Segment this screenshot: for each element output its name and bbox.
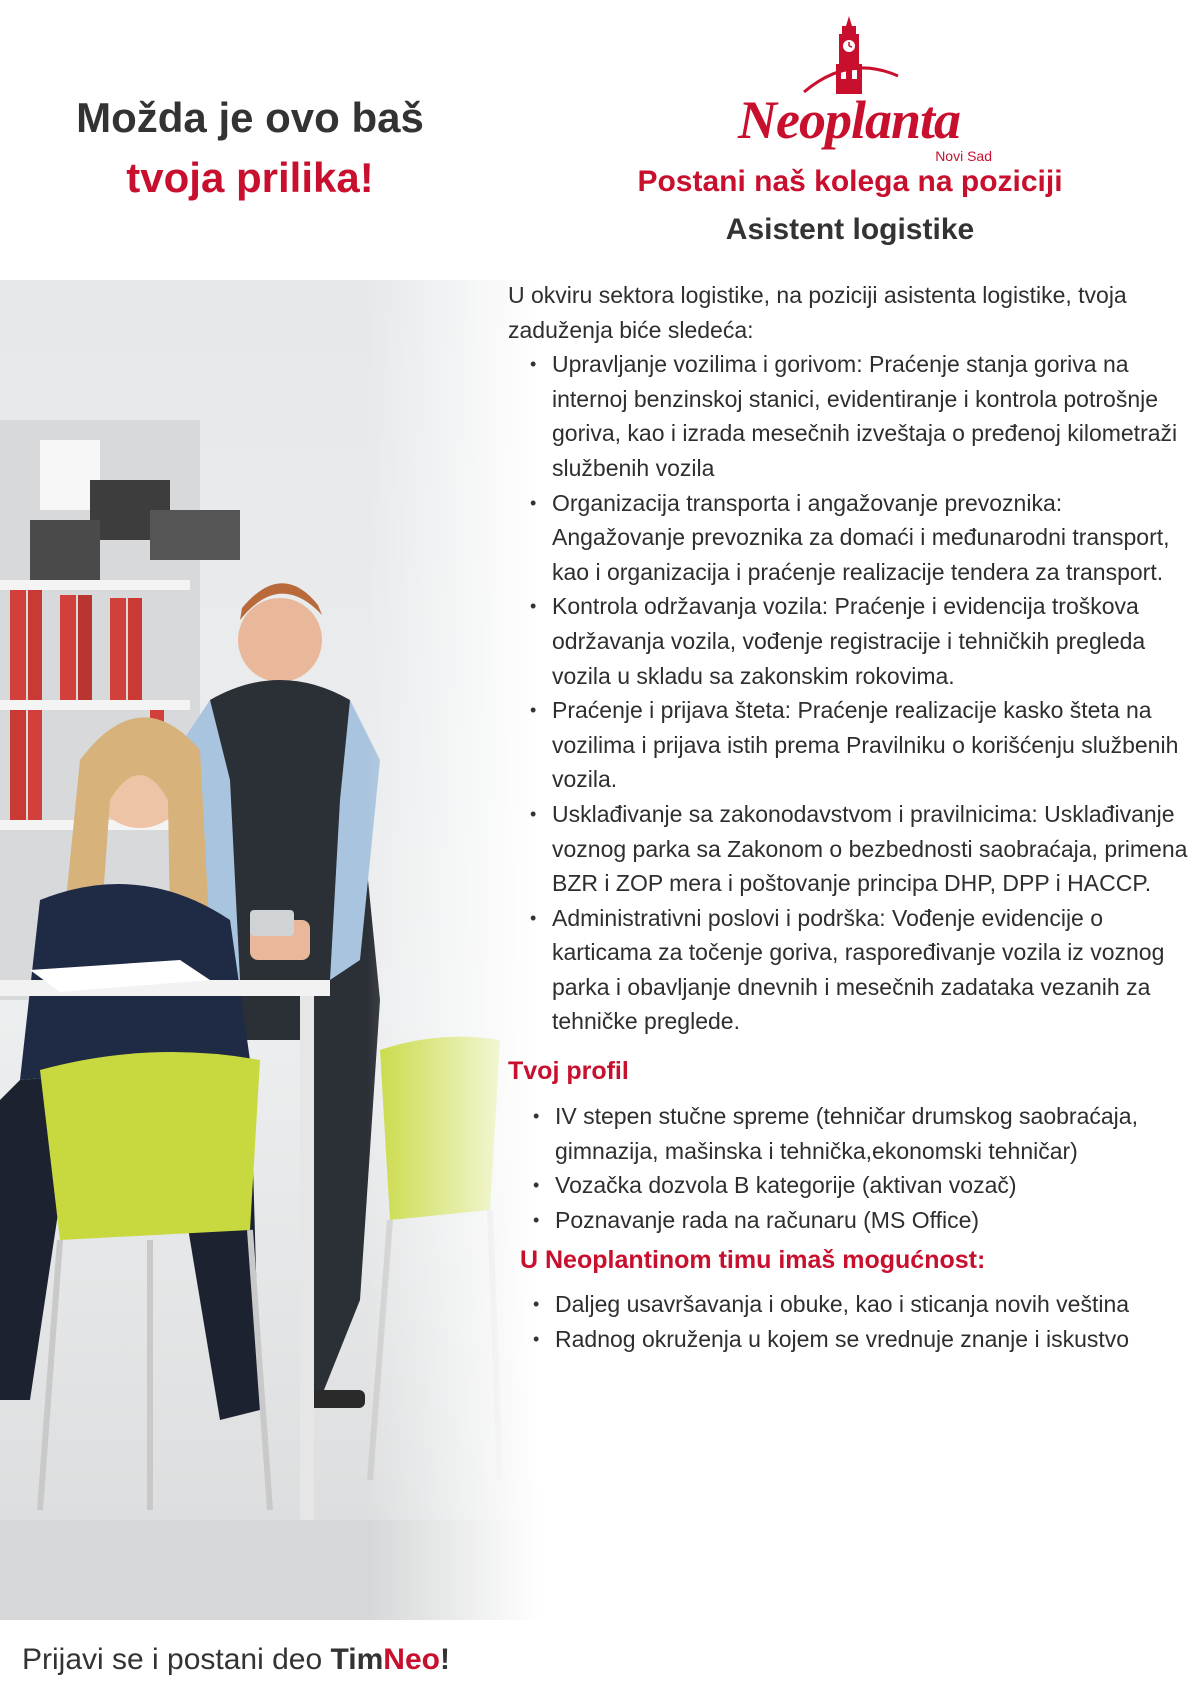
clock-tower-icon <box>794 14 904 96</box>
list-item: • IV stepen stučne spreme (tehničar drumskog saobraćaja, gimnazija, mašinska i tehnička,ekonomski tehničar) <box>555 1099 1198 1168</box>
office-scene-illustration <box>0 280 540 1620</box>
headline-line-1: Možda je ovo baš <box>76 94 424 141</box>
team-list <box>508 1287 1198 1356</box>
footer-cta <box>22 1640 450 1680</box>
profile-list <box>508 1099 1198 1237</box>
team-heading: U Neoplantinom timu imaš mogućnost: <box>520 1246 986 1275</box>
headline <box>0 88 500 208</box>
list-item: • Poznavanje rada na računaru (MS Office) <box>555 1203 1198 1238</box>
logo-city: Novi Sad <box>935 148 992 164</box>
list-item: • Usklađivanje sa zakonodavstvom i pravilnicima: Usklađivanje voznog parka sa Zakonom o bezbednosti saobraćaja, primena BZR i ZOP mera i poštovanje principa DHP, DPP i HACCP. <box>552 797 1198 901</box>
list-item: • Praćenje i prijava šteta: Praćenje realizacije kasko šteta na vozilima i prijava istih prema Pravilniku o korišćenju službenih vozila. <box>552 693 1198 797</box>
headline-line-2: tvoja prilika! <box>126 154 374 201</box>
list-item: • Administrativni poslovi i podrška: Vođenje evidencije o karticama za točenje goriva, raspoređivanje vozila iz voznog parka i obavljanje dnevnih i mesečnih zadataka vezanih za tehničke preglede. <box>552 901 1198 1039</box>
duties-list <box>508 347 1198 1039</box>
footer-brand-tim: Tim <box>330 1643 384 1676</box>
office-photo <box>0 280 540 1620</box>
profile-heading: Tvoj profil <box>508 1057 629 1086</box>
footer-brand-neo: Neo <box>383 1643 440 1676</box>
list-item: • Radnog okruženja u kojem se vrednuje znanje i iskustvo <box>555 1322 1198 1357</box>
duties-intro: U okviru sektora logistike, na poziciji asistenta logistike, tvoja zaduženja biće sledeća: <box>508 282 1127 343</box>
main-content <box>508 278 1198 1357</box>
list-item: • Vozačka dozvola B kategorije (aktivan vozač) <box>555 1168 1198 1203</box>
logo-brand: Neoplanta <box>737 90 960 150</box>
list-item: • Kontrola održavanja vozila: Praćenje i evidencija troškova održavanja vozila, vođenje registracije i tehničkih pregleda vozila u skladu sa zakonskim rokovima. <box>552 589 1198 693</box>
position-intro: Postani naš kolega na poziciji <box>637 165 1063 198</box>
list-item: • Daljeg usavršavanja i obuke, kao i sticanja novih veština <box>555 1287 1198 1322</box>
list-item: • Upravljanje vozilima i gorivom: Praćenje stanja goriva na internoj benzinskoj stanici, evidentiranje i kontrola potrošnje goriva, kao i izrada mesečnih izveštaja o pređenoj kilometraži službenih vozila <box>552 347 1198 485</box>
footer-exclamation: ! <box>439 1643 450 1676</box>
position-title: Asistent logistike <box>725 213 975 246</box>
list-item: • Organizacija transporta i angažovanje prevoznika: Angažovanje prevoznika za domaći i međunarodni transport, kao i organizacija i praćenje realizacije tendera za transport. <box>552 486 1198 590</box>
footer-text: Prijavi se i postani deo <box>22 1643 331 1676</box>
neoplanta-logo <box>704 14 1004 164</box>
